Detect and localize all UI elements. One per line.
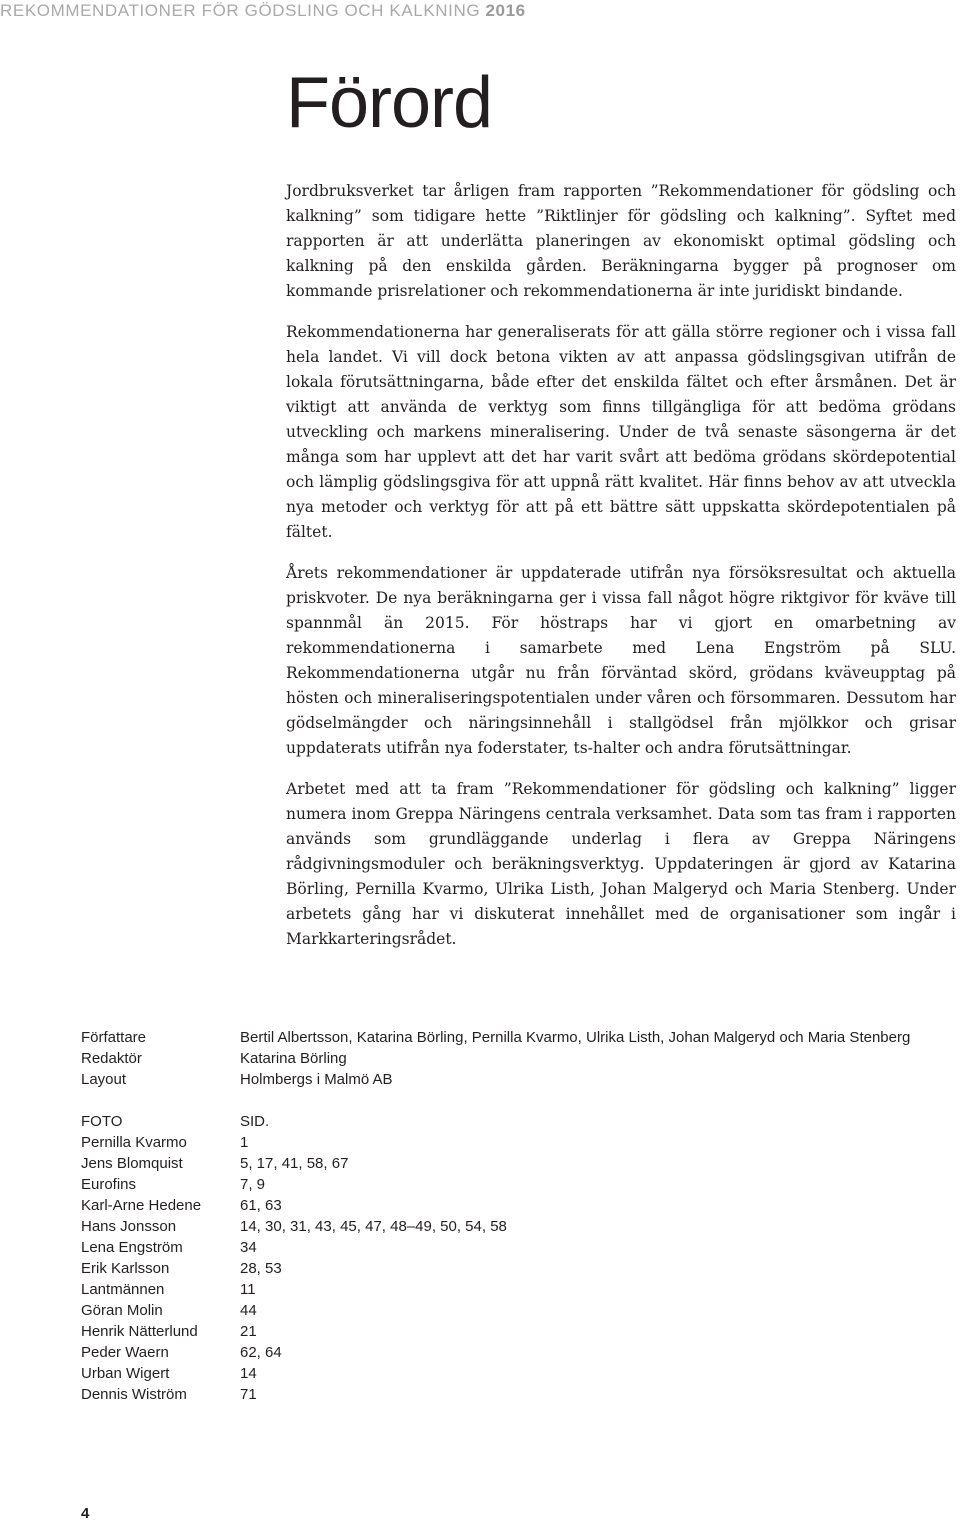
paragraph-updates: Årets rekommendationer är uppdaterade utifrån nya försöksresultat och aktuella priskvoter. De nya beräkningarna ger i vissa fall något högre riktgivor för kväve till spannmål än 2015. För höstraps har vi gjort en omarbetning av rekommendationerna i samarbete med Lena Engström på SLU. Rekommendationerna utgår nu från förväntad skörd, grödans kväveupptag på hösten och mineraliseringspotentialen under våren och försommaren. Dessutom har gödselmängder och näringsinnehåll i stallgödsel från mjölkkor och grisar uppdaterats utifrån nya foderstater, ts-halter och andra förutsättningar. <box>286 564 956 757</box>
credit-row-layout <box>81 1069 941 1090</box>
photo-credit-row <box>81 1237 941 1258</box>
photo-pages: 34 <box>240 1239 257 1256</box>
photo-pages: 11 <box>240 1281 256 1298</box>
photo-pages: 14 <box>240 1365 257 1382</box>
photo-credit-row <box>81 1258 941 1279</box>
foreword-body <box>286 179 956 968</box>
photo-pages: 7, 9 <box>240 1176 266 1193</box>
page-title: Förord <box>286 63 493 143</box>
photographer-name: Eurofins <box>81 1176 137 1193</box>
credits-spacer <box>81 1090 941 1111</box>
photo-credit-row <box>81 1174 941 1195</box>
photo-pages: 1 <box>240 1134 249 1151</box>
photo-header-pages: SID. <box>240 1113 270 1130</box>
photo-header-row <box>81 1111 941 1132</box>
photo-pages: 44 <box>240 1302 257 1319</box>
credit-value: Katarina Börling <box>240 1050 347 1067</box>
photographer-name: Göran Molin <box>81 1302 163 1319</box>
photographer-name: Lantmännen <box>81 1281 165 1298</box>
photographer-name: Erik Karlsson <box>81 1260 170 1277</box>
photo-credit-row <box>81 1384 941 1405</box>
paragraph-generalisation: Rekommendationerna har generaliserats för att gälla större regioner och i vissa fall hela landet. Vi vill dock betona vikten av att anpassa gödslingsgivan utifrån de lokala förutsättningarna, både efter det enskilda fältet och efter årsmånen. Det är viktigt att använda de verktyg som finns tillgängliga för att bedöma grödans utveckling och markens mineralisering. Under de två senaste säsongerna är det många som har upplevt att det har varit svårt att bedöma grödans skördepotential och lämplig gödslingsgiva för att uppnå rätt kvalitet. Här finns behov av att utveckla nya metoder och verktyg för att på ett bättre sätt uppskatta skördepotentialen på fältet. <box>286 323 956 541</box>
credit-label: Redaktör <box>81 1050 142 1067</box>
photographer-name: Urban Wigert <box>81 1365 170 1382</box>
photographer-name: Peder Waern <box>81 1344 169 1361</box>
photo-credit-row <box>81 1153 941 1174</box>
paragraph-intro: Jordbruksverket tar årligen fram rapporten ”Rekommendationer för gödsling och kalkning” som tidigare hette ”Riktlinjer för gödsling och kalkning”. Syftet med rapporten är att underlätta planeringen av ekonomiskt optimal gödsling och kalkning på den enskilda gården. Beräkningarna bygger på prognoser om kommande prisrelationer och rekommendationerna är inte juridiskt bindande. <box>286 182 956 300</box>
photographer-name: Pernilla Kvarmo <box>81 1134 187 1151</box>
paragraph-greppa: Arbetet med att ta fram ”Rekommendationer för gödsling och kalkning” ligger numera inom Greppa Näringens centrala verksamhet. Data som tas fram i rapporten används som grundläggande underlag i flera av Greppa Näringens rådgivningsmoduler och beräkningsverktyg. Uppdateringen är gjord av Katarina Börling, Pernilla Kvarmo, Ulrika Listh, Johan Malgeryd och Maria Stenberg. Under arbetets gång har vi diskuterat innehållet med de organisationer som ingår i Markkarteringsrådet. <box>286 780 956 948</box>
photo-pages: 62, 64 <box>240 1344 282 1361</box>
photographer-name: Jens Blomquist <box>81 1155 183 1172</box>
credit-value: Holmbergs i Malmö AB <box>240 1071 393 1088</box>
running-header <box>0 0 960 22</box>
credits-block <box>81 1027 941 1405</box>
photo-credit-row <box>81 1300 941 1321</box>
photographer-name: Lena Engström <box>81 1239 183 1256</box>
photographer-name: Dennis Wiström <box>81 1386 187 1403</box>
running-header-year: 2016 <box>485 1 526 20</box>
photo-header-label: FOTO <box>81 1113 123 1130</box>
page-number: 4 <box>81 1505 90 1522</box>
credit-row-authors <box>81 1027 941 1048</box>
credit-label: Författare <box>81 1029 147 1046</box>
photo-credit-row <box>81 1195 941 1216</box>
credit-value: Bertil Albertsson, Katarina Börling, Pernilla Kvarmo, Ulrika Listh, Johan Malgeryd och Maria Stenberg <box>240 1029 911 1046</box>
photo-credit-row <box>81 1132 941 1153</box>
photo-pages: 21 <box>240 1323 257 1340</box>
photo-credit-row <box>81 1363 941 1384</box>
photo-pages: 5, 17, 41, 58, 67 <box>240 1155 349 1172</box>
photo-credit-row <box>81 1321 941 1342</box>
photographer-name: Henrik Nätterlund <box>81 1323 198 1340</box>
photographer-name: Hans Jonsson <box>81 1218 177 1235</box>
running-header-title: REKOMMENDATIONER FÖR GÖDSLING OCH KALKNING <box>0 1 481 20</box>
credit-row-editor <box>81 1048 941 1069</box>
photo-pages: 28, 53 <box>240 1260 282 1277</box>
credit-label: Layout <box>81 1071 127 1088</box>
photographer-name: Karl-Arne Hedene <box>81 1197 202 1214</box>
photo-pages: 71 <box>240 1386 257 1403</box>
photo-pages: 14, 30, 31, 43, 45, 47, 48–49, 50, 54, 58 <box>240 1218 507 1235</box>
photo-credit-row <box>81 1279 941 1300</box>
photo-credit-row <box>81 1216 941 1237</box>
photo-credit-row <box>81 1342 941 1363</box>
photo-pages: 61, 63 <box>240 1197 282 1214</box>
